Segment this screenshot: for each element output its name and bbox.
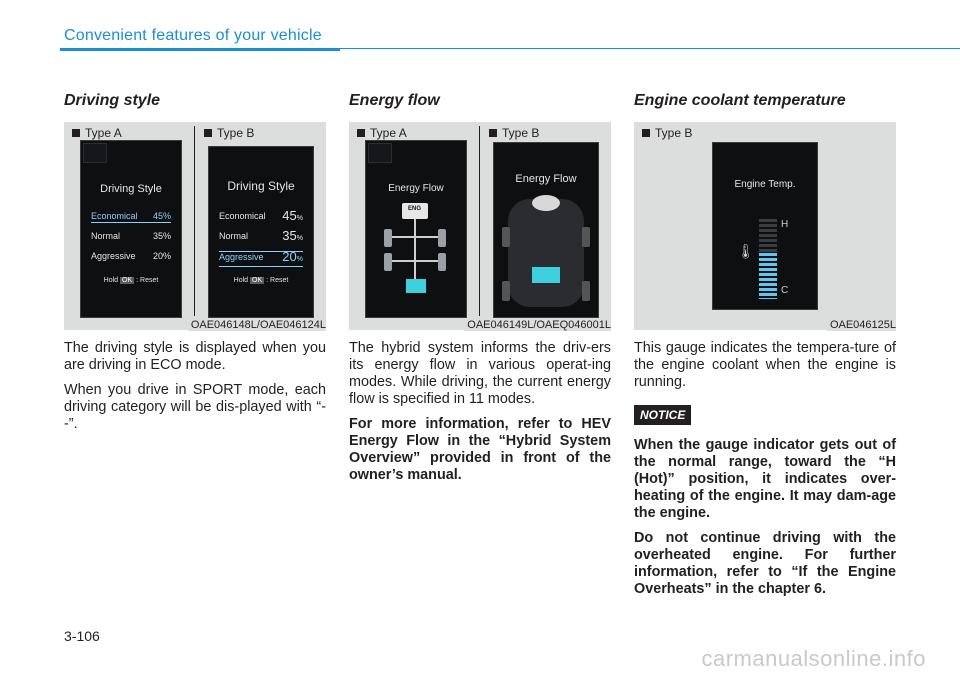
hold-reset-hint: Hold OK : Reset	[103, 277, 159, 284]
section-title: Energy flow	[349, 92, 440, 109]
style-row: Aggressive 20%	[91, 251, 171, 261]
style-row: Economical 45%	[219, 208, 303, 223]
screen-corner-box	[83, 143, 107, 163]
screen-title: Driving Style	[227, 179, 295, 193]
engine-coolant-figure	[634, 122, 896, 330]
type-b-label: Type B	[489, 126, 539, 140]
figure-code: OAE046149L/OAEQ046001L	[464, 319, 611, 331]
square-bullet-icon	[357, 129, 365, 137]
engine-label: ENG	[408, 206, 422, 212]
section-title: Driving style	[64, 92, 161, 109]
wheel-icon	[438, 229, 446, 247]
figure-code: OAE046148L/OAE046124L	[188, 319, 326, 331]
screen-title: Engine Temp.	[734, 179, 796, 190]
figure-divider	[479, 126, 480, 316]
header-rule	[60, 48, 340, 51]
paragraph: The driving style is displayed when you are driving in ECO mode.	[64, 340, 326, 373]
drivetrain-diagram	[366, 199, 466, 309]
energy-flow-screen-b	[493, 142, 599, 318]
paragraph: When you drive in SPORT mode, each driving category will be dis-played with “--”.	[64, 382, 326, 432]
temp-gauge	[759, 219, 777, 299]
wheel-icon	[582, 281, 590, 301]
battery-icon	[406, 279, 426, 293]
energy-flow-section	[349, 92, 611, 484]
coolant-temp-icon: 🌡	[737, 243, 755, 259]
type-b-label: Type B	[642, 126, 692, 140]
engine-coolant-section	[634, 92, 896, 598]
hold-reset-hint: Hold OK : Reset	[233, 277, 289, 284]
style-row: Normal 35%	[91, 231, 171, 241]
section-title: Engine coolant temperature	[634, 92, 846, 109]
header-title: Convenient features of your vehicle	[64, 27, 322, 44]
wheel-icon	[438, 253, 446, 271]
notice-paragraph: When the gauge indicator gets out of the normal range, toward the “H (Hot)” position, it indicates over-heating of the engine. It may dam-age the engine.	[634, 437, 896, 521]
driving-style-screen-b	[208, 146, 314, 318]
screen-title: Energy Flow	[388, 183, 444, 194]
type-b-label: Type B	[204, 126, 254, 140]
driving-style-section	[64, 92, 326, 433]
wheel-icon	[502, 281, 510, 301]
battery-icon	[532, 267, 560, 283]
notice-paragraph: Do not continue driving with the overheated engine. For further information, refer to “If the Engine Overheats” in the chapter 6.	[634, 530, 896, 597]
page-number: 3-106	[64, 628, 100, 644]
gauge-cold-label: C	[781, 285, 789, 296]
driving-style-figure	[64, 122, 326, 330]
engine-temp-screen	[712, 142, 818, 310]
driving-style-screen-a	[80, 140, 182, 318]
gauge-hot-label: H	[781, 219, 789, 230]
car-top-view	[494, 191, 598, 315]
screen-title: Driving Style	[100, 183, 162, 195]
engine-icon	[532, 195, 560, 211]
wheel-icon	[384, 229, 392, 247]
car-body-icon	[508, 199, 584, 307]
figure-code: OAE046125L	[827, 319, 896, 331]
wheel-icon	[384, 253, 392, 271]
style-row: Normal 35%	[219, 228, 303, 243]
type-a-label: Type A	[72, 126, 122, 140]
square-bullet-icon	[489, 129, 497, 137]
watermark: carmanualsonline.info	[701, 646, 926, 671]
style-row: Economical 45%	[91, 211, 171, 221]
square-bullet-icon	[642, 129, 650, 137]
wheel-icon	[582, 227, 590, 247]
style-row: Aggressive 20%	[219, 251, 303, 267]
square-bullet-icon	[72, 129, 80, 137]
figure-divider	[194, 126, 195, 316]
bold-paragraph: For more information, refer to HEV Energy Flow in the “Hybrid System Overview” provided in front of the owner’s manual.	[349, 416, 611, 483]
type-a-label: Type A	[357, 126, 407, 140]
paragraph: The hybrid system informs the driv-ers its energy flow in various operat-ing modes. While driving, the current energy flow is specified in 11 modes.	[349, 340, 611, 407]
energy-flow-screen-a	[365, 140, 467, 318]
notice-badge: NOTICE	[634, 405, 691, 425]
gauge-fill	[759, 253, 777, 299]
screen-title: Energy Flow	[515, 173, 577, 185]
paragraph: This gauge indicates the tempera-ture of the engine coolant when the engine is running.	[634, 340, 896, 390]
energy-flow-figure	[349, 122, 611, 330]
header-rule-thin	[340, 48, 960, 49]
wheel-icon	[502, 227, 510, 247]
screen-corner-box	[368, 143, 392, 163]
square-bullet-icon	[204, 129, 212, 137]
